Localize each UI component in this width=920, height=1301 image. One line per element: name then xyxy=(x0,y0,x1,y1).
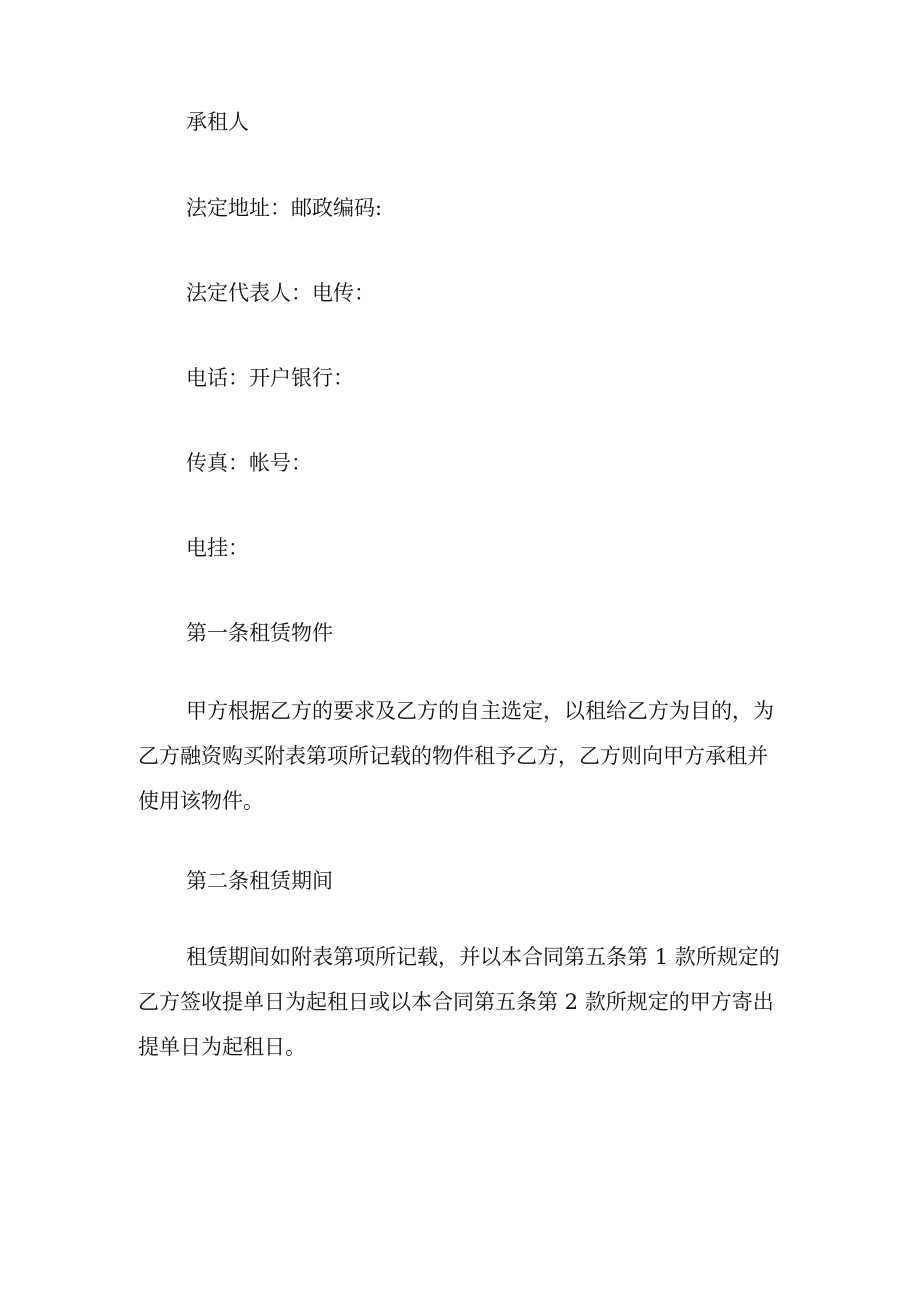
article-1-line: 乙方融资购买附表第项所记载的物件租予乙方，乙方则向甲方承租并 xyxy=(138,744,768,768)
article-2-line: 提单日为起租日。 xyxy=(138,1035,306,1059)
article-1-heading: 第一条租赁物件 xyxy=(186,621,333,645)
lessee-label: 承租人 xyxy=(186,110,249,134)
article-2-heading: 第二条租赁期间 xyxy=(186,869,333,893)
article-2-line: 租赁期间如附表第项所记载，并以本合同第五条第 1 款所规定的 xyxy=(186,945,780,969)
article-2-paragraph xyxy=(138,935,784,1070)
article-1-line: 甲方根据乙方的要求及乙方的自主选定，以租给乙方为目的，为 xyxy=(186,699,774,723)
legal-rep-fax-label: 法定代表人：电传： xyxy=(186,281,375,305)
cable-label: 电挂： xyxy=(186,536,249,560)
fax-account-label: 传真：帐号： xyxy=(186,451,312,475)
legal-address-postcode-label: 法定地址：邮政编码: xyxy=(186,196,383,220)
phone-bank-label: 电话：开户银行： xyxy=(186,366,354,390)
article-2-line: 乙方签收提单日为起租日或以本合同第五条第 2 款所规定的甲方寄出 xyxy=(138,990,774,1014)
article-1-paragraph xyxy=(138,689,784,824)
article-1-line: 使用该物件。 xyxy=(138,789,264,813)
document-body xyxy=(138,102,784,1107)
